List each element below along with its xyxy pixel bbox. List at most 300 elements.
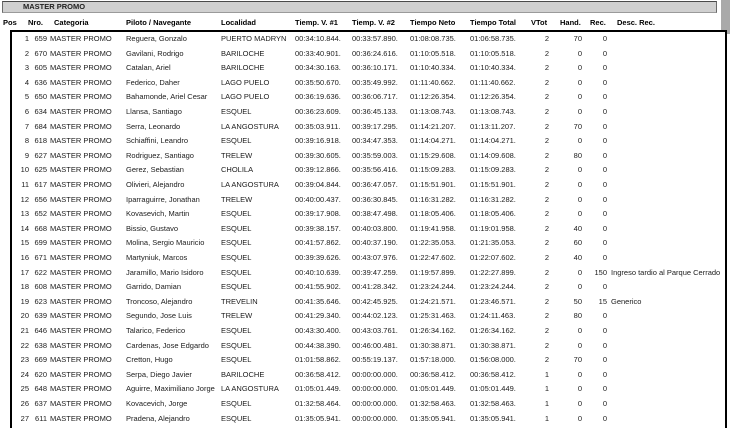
cell-localidad: LAGO PUELO [221, 92, 270, 102]
cell-v2: 00:00:00.000. [352, 399, 398, 408]
cell-categoria: MASTER PROMO [50, 180, 112, 189]
cell-nro: 650 [34, 92, 47, 102]
cell-rec: 0 [602, 311, 607, 321]
cell-vtot: 2 [544, 238, 549, 248]
cell-nro: 669 [34, 355, 47, 365]
cell-categoria: MASTER PROMO [50, 267, 112, 277]
cell-vtot: 2 [544, 180, 549, 189]
cell-neto: 01:35:05.941. [410, 413, 456, 423]
cell-vtot: 2 [544, 34, 549, 43]
table-row [0, 339, 730, 354]
cell-piloto: Aguirre, Maximiliano Jorge [126, 384, 215, 394]
cell-total: 01:14:09.608. [470, 150, 516, 160]
cell-pos: 23 [20, 355, 29, 365]
cell-vtot: 1 [544, 413, 549, 423]
cell-pos: 9 [24, 150, 29, 160]
table-row [0, 222, 730, 237]
cell-desc [611, 251, 727, 266]
cell-categoria: MASTER PROMO [50, 399, 112, 408]
cell-categoria: MASTER PROMO [50, 194, 112, 204]
cell-desc [611, 76, 727, 91]
cell-desc [611, 120, 727, 135]
cell-desc [611, 90, 727, 105]
cell-localidad: TREVELIN [221, 296, 258, 306]
cell-neto: 01:30:38.871. [410, 340, 456, 350]
cell-neto: 01:19:57.899. [410, 267, 456, 277]
cell-desc [611, 207, 727, 222]
cell-localidad: PUERTO MADRYN [221, 34, 287, 43]
cell-total: 01:23:24.244. [470, 282, 516, 292]
cell-categoria: MASTER PROMO [50, 121, 112, 131]
table-row [0, 207, 730, 222]
cell-neto: 01:22:35.053. [410, 238, 456, 248]
cell-piloto: Federico, Daher [126, 77, 180, 87]
cell-v2: 00:35:49.992. [352, 77, 398, 87]
cell-hand: 0 [577, 107, 582, 116]
cell-desc [611, 193, 727, 208]
cell-nro: 648 [34, 384, 47, 394]
cell-piloto: Segundo, Jose Luis [126, 311, 192, 321]
cell-total: 01:23:46.571. [470, 296, 516, 306]
cell-rec: 0 [602, 253, 607, 262]
cell-hand: 0 [577, 399, 582, 408]
cell-localidad: CHOLILA [221, 165, 254, 175]
cell-neto: 01:32:58.463. [410, 399, 456, 408]
cell-vtot: 2 [544, 63, 549, 73]
cell-v1: 00:39:38.157. [295, 223, 341, 233]
column-header-hand: Hand. [560, 18, 581, 27]
cell-hand: 50 [573, 296, 582, 306]
cell-desc: Generico [611, 296, 642, 306]
cell-rec: 0 [602, 209, 607, 219]
cell-v1: 01:01:58.862. [295, 355, 341, 365]
cell-rec: 0 [602, 340, 607, 350]
cell-v2: 00:36:47.057. [352, 180, 398, 189]
table-row [0, 309, 730, 324]
cell-vtot: 2 [544, 194, 549, 204]
cell-neto: 01:11:40.662. [410, 77, 456, 87]
cell-categoria: MASTER PROMO [50, 209, 112, 219]
cell-hand: 0 [577, 77, 582, 87]
cell-rec: 150 [594, 267, 607, 277]
cell-v2: 00:41:28.342. [352, 282, 398, 292]
cell-hand: 0 [577, 180, 582, 189]
cell-nro: 671 [34, 253, 47, 262]
cell-piloto: Rodriguez, Santiago [126, 150, 194, 160]
cell-total: 01:19:01.958. [470, 223, 516, 233]
cell-vtot: 2 [544, 282, 549, 292]
cell-neto: 01:14:21.207. [410, 121, 456, 131]
cell-desc [611, 397, 727, 412]
cell-desc [611, 61, 727, 76]
cell-desc [611, 339, 727, 354]
cell-v2: 00:34:47.353. [352, 136, 398, 146]
cell-nro: 634 [34, 107, 47, 116]
group-title: MASTER PROMO [23, 2, 86, 11]
table-row [0, 353, 730, 368]
cell-piloto: Troncoso, Alejandro [126, 296, 193, 306]
cell-localidad: LA ANGOSTURA [221, 384, 279, 394]
cell-v2: 00:55:19.137. [352, 355, 398, 365]
cell-nro: 668 [34, 223, 47, 233]
cell-nro: 617 [34, 180, 47, 189]
cell-rec: 0 [602, 107, 607, 116]
cell-localidad: TRELEW [221, 194, 253, 204]
cell-v2: 00:43:03.761. [352, 326, 398, 335]
cell-piloto: Talarico, Federico [126, 326, 186, 335]
cell-desc [611, 236, 727, 251]
cell-neto: 01:15:09.283. [410, 165, 456, 175]
cell-v2: 00:40:03.800. [352, 223, 398, 233]
cell-nro: 656 [34, 194, 47, 204]
cell-rec: 0 [602, 63, 607, 73]
cell-v1: 00:39:30.605. [295, 150, 341, 160]
cell-hand: 70 [573, 121, 582, 131]
table-row [0, 178, 730, 193]
cell-pos: 2 [24, 48, 29, 58]
table-row [0, 120, 730, 135]
cell-pos: 25 [20, 384, 29, 394]
table-row [0, 61, 730, 76]
cell-total: 01:10:40.334. [470, 63, 516, 73]
cell-vtot: 2 [544, 223, 549, 233]
cell-rec: 0 [602, 223, 607, 233]
cell-neto: 01:14:04.271. [410, 136, 456, 146]
cell-pos: 24 [20, 369, 29, 379]
cell-pos: 26 [20, 399, 29, 408]
cell-pos: 15 [20, 238, 29, 248]
cell-categoria: MASTER PROMO [50, 326, 112, 335]
cell-localidad: ESQUEL [221, 326, 252, 335]
cell-v2: 00:36:30.845. [352, 194, 398, 204]
cell-rec: 0 [602, 384, 607, 394]
cell-hand: 70 [573, 355, 582, 365]
table-row [0, 236, 730, 251]
cell-categoria: MASTER PROMO [50, 48, 112, 58]
cell-localidad: BARILOCHE [221, 48, 265, 58]
cell-categoria: MASTER PROMO [50, 165, 112, 175]
cell-categoria: MASTER PROMO [50, 355, 112, 365]
cell-vtot: 1 [544, 384, 549, 394]
cell-v2: 00:35:56.416. [352, 165, 398, 175]
cell-neto: 01:13:08.743. [410, 107, 456, 116]
table-row [0, 105, 730, 120]
cell-piloto: Reguera, Gonzalo [126, 34, 187, 43]
cell-pos: 14 [20, 223, 29, 233]
cell-total: 01:24:11.463. [470, 311, 516, 321]
cell-pos: 8 [24, 136, 29, 146]
cell-vtot: 2 [544, 267, 549, 277]
cell-rec: 0 [602, 92, 607, 102]
cell-desc [611, 163, 727, 178]
cell-v2: 00:36:06.717. [352, 92, 398, 102]
table-row [0, 382, 730, 397]
cell-v1: 00:34:30.163. [295, 63, 341, 73]
table-row [0, 90, 730, 105]
cell-v1: 00:35:50.670. [295, 77, 341, 87]
cell-categoria: MASTER PROMO [50, 311, 112, 321]
cell-rec: 0 [602, 150, 607, 160]
cell-desc [611, 222, 727, 237]
cell-total: 01:26:34.162. [470, 326, 516, 335]
cell-nro: 608 [34, 282, 47, 292]
column-header-rec: Rec. [590, 18, 606, 27]
cell-v1: 00:41:57.862. [295, 238, 341, 248]
cell-v1: 01:05:01.449. [295, 384, 341, 394]
cell-categoria: MASTER PROMO [50, 136, 112, 146]
table-row [0, 163, 730, 178]
cell-localidad: TRELEW [221, 311, 253, 321]
column-header-desc-rec: Desc. Rec. [617, 18, 655, 27]
cell-total: 01:22:27.899. [470, 267, 516, 277]
cell-nro: 638 [34, 340, 47, 350]
cell-categoria: MASTER PROMO [50, 384, 112, 394]
cell-hand: 0 [577, 165, 582, 175]
cell-localidad: ESQUEL [221, 209, 252, 219]
cell-pos: 5 [24, 92, 29, 102]
cell-pos: 6 [24, 107, 29, 116]
cell-v1: 00:39:17.908. [295, 209, 341, 219]
cell-piloto: Iparraguirre, Jonathan [126, 194, 200, 204]
cell-vtot: 1 [544, 369, 549, 379]
cell-rec: 0 [602, 355, 607, 365]
cell-v2: 00:39:47.259. [352, 267, 398, 277]
cell-nro: 618 [34, 136, 47, 146]
cell-v1: 00:34:10.844. [295, 34, 341, 43]
cell-hand: 40 [573, 253, 582, 262]
cell-vtot: 2 [544, 296, 549, 306]
cell-categoria: MASTER PROMO [50, 92, 112, 102]
cell-v2: 00:33:57.890. [352, 34, 398, 43]
cell-categoria: MASTER PROMO [50, 63, 112, 73]
cell-v1: 01:35:05.941. [295, 413, 341, 423]
cell-hand: 0 [577, 384, 582, 394]
cell-categoria: MASTER PROMO [50, 340, 112, 350]
cell-nro: 625 [34, 165, 47, 175]
cell-piloto: Serpa, Diego Javier [126, 369, 192, 379]
cell-piloto: Serra, Leonardo [126, 121, 181, 131]
cell-desc [611, 324, 727, 339]
cell-nro: 659 [34, 34, 47, 43]
cell-total: 01:56:08.000. [470, 355, 516, 365]
cell-desc [611, 134, 727, 149]
cell-desc [611, 149, 727, 164]
table-row [0, 397, 730, 412]
cell-total: 01:18:05.406. [470, 209, 516, 219]
cell-categoria: MASTER PROMO [50, 413, 112, 423]
cell-localidad: BARILOCHE [221, 63, 265, 73]
cell-nro: 699 [34, 238, 47, 248]
cell-rec: 0 [602, 180, 607, 189]
cell-pos: 18 [20, 282, 29, 292]
cell-localidad: LAGO PUELO [221, 77, 270, 87]
table-row [0, 412, 730, 427]
cell-categoria: MASTER PROMO [50, 34, 112, 43]
column-header-nro: Nro. [28, 18, 43, 27]
cell-pos: 7 [24, 121, 29, 131]
cell-pos: 19 [20, 296, 29, 306]
cell-neto: 01:26:34.162. [410, 326, 456, 335]
cell-rec: 0 [602, 121, 607, 131]
cell-desc [611, 368, 727, 383]
cell-nro: 637 [34, 399, 47, 408]
cell-v1: 01:32:58.464. [295, 399, 341, 408]
cell-nro: 620 [34, 369, 47, 379]
cell-hand: 40 [573, 223, 582, 233]
cell-v1: 00:39:39.626. [295, 253, 341, 262]
cell-rec: 0 [602, 34, 607, 43]
cell-piloto: Schiaffini, Leandro [126, 136, 188, 146]
cell-piloto: Kovacevich, Jorge [126, 399, 188, 408]
cell-hand: 0 [577, 326, 582, 335]
cell-categoria: MASTER PROMO [50, 253, 112, 262]
cell-hand: 0 [577, 209, 582, 219]
cell-desc [611, 105, 727, 120]
cell-nro: 639 [34, 311, 47, 321]
cell-desc [611, 412, 727, 427]
cell-localidad: ESQUEL [221, 238, 252, 248]
cell-localidad: TRELEW [221, 150, 253, 160]
cell-desc [611, 382, 727, 397]
cell-categoria: MASTER PROMO [50, 77, 112, 87]
cell-localidad: ESQUEL [221, 399, 252, 408]
cell-nro: 623 [34, 296, 47, 306]
cell-total: 01:21:35.053. [470, 238, 516, 248]
table-row [0, 324, 730, 339]
cell-rec: 0 [602, 413, 607, 423]
table-row [0, 295, 730, 310]
cell-localidad: ESQUEL [221, 355, 252, 365]
cell-localidad: ESQUEL [221, 223, 252, 233]
cell-localidad: ESQUEL [221, 107, 252, 116]
cell-localidad: BARILOCHE [221, 369, 265, 379]
cell-desc [611, 353, 727, 368]
cell-pos: 12 [20, 194, 29, 204]
cell-neto: 00:36:58.412. [410, 369, 456, 379]
cell-v1: 00:33:40.901. [295, 48, 341, 58]
cell-v1: 00:36:19.636. [295, 92, 341, 102]
cell-pos: 21 [20, 326, 29, 335]
cell-v2: 00:36:24.616. [352, 48, 398, 58]
table-row [0, 193, 730, 208]
cell-localidad: ESQUEL [221, 136, 252, 146]
cell-pos: 17 [20, 267, 29, 277]
cell-vtot: 1 [544, 399, 549, 408]
cell-nro: 646 [34, 326, 47, 335]
cell-v2: 00:36:45.133. [352, 107, 398, 116]
cell-rec: 0 [602, 369, 607, 379]
cell-desc [611, 47, 727, 62]
cell-neto: 01:10:05.518. [410, 48, 456, 58]
cell-neto: 01:15:51.901. [410, 180, 456, 189]
cell-hand: 0 [577, 48, 582, 58]
column-header-piloto: Piloto / Navegante [126, 18, 192, 27]
cell-nro: 670 [34, 48, 47, 58]
cell-rec: 0 [602, 77, 607, 87]
column-header-tiempo-v2: Tiemp. V. #2 [352, 18, 395, 27]
table-row [0, 47, 730, 62]
cell-localidad: ESQUEL [221, 413, 252, 423]
cell-nro: 636 [34, 77, 47, 87]
cell-neto: 01:18:05.406. [410, 209, 456, 219]
cell-nro: 652 [34, 209, 47, 219]
cell-vtot: 2 [544, 355, 549, 365]
cell-hand: 0 [577, 92, 582, 102]
cell-desc [611, 32, 727, 47]
cell-localidad: ESQUEL [221, 282, 252, 292]
cell-piloto: Gavilani, Rodrigo [126, 48, 184, 58]
cell-desc: Ingreso tardio al Parque Cerrado [611, 267, 721, 277]
cell-hand: 80 [573, 311, 582, 321]
cell-rec: 0 [602, 399, 607, 408]
cell-v2: 00:00:00.000. [352, 413, 398, 423]
cell-hand: 0 [577, 267, 582, 277]
cell-vtot: 2 [544, 165, 549, 175]
cell-total: 01:32:58.463. [470, 399, 516, 408]
cell-total: 00:36:58.412. [470, 369, 516, 379]
cell-categoria: MASTER PROMO [50, 296, 112, 306]
cell-hand: 0 [577, 282, 582, 292]
cell-neto: 01:19:41.958. [410, 223, 456, 233]
cell-neto: 01:10:40.334. [410, 63, 456, 73]
cell-vtot: 2 [544, 326, 549, 335]
cell-neto: 01:22:47.602. [410, 253, 456, 262]
cell-piloto: Cretton, Hugo [126, 355, 173, 365]
cell-rec: 0 [602, 194, 607, 204]
cell-total: 01:22:07.602. [470, 253, 516, 262]
cell-v2: 00:36:10.171. [352, 63, 398, 73]
column-header-pos: Pos [3, 18, 17, 27]
cell-v2: 00:38:47.498. [352, 209, 398, 219]
cell-piloto: Jaramillo, Mario Isidoro [126, 267, 204, 277]
cell-categoria: MASTER PROMO [50, 282, 112, 292]
cell-neto: 01:08:08.735. [410, 34, 456, 43]
cell-hand: 0 [577, 136, 582, 146]
cell-total: 01:16:31.282. [470, 194, 516, 204]
cell-vtot: 2 [544, 121, 549, 131]
cell-v1: 00:40:10.639. [295, 267, 341, 277]
cell-nro: 605 [34, 63, 47, 73]
cell-piloto: Gerez, Sebastian [126, 165, 184, 175]
cell-total: 01:13:11.207. [470, 121, 516, 131]
cell-pos: 16 [20, 253, 29, 262]
cell-piloto: Bissio, Gustavo [126, 223, 179, 233]
cell-vtot: 2 [544, 77, 549, 87]
cell-v2: 00:00:00.000. [352, 384, 398, 394]
cell-v1: 00:40:00.437. [295, 194, 341, 204]
cell-total: 01:10:05.518. [470, 48, 516, 58]
cell-v2: 00:46:00.481. [352, 340, 398, 350]
cell-piloto: Kovasevich, Martin [126, 209, 190, 219]
cell-v1: 00:36:23.609. [295, 107, 341, 116]
cell-v2: 00:39:17.295. [352, 121, 398, 131]
cell-rec: 0 [602, 326, 607, 335]
cell-pos: 3 [24, 63, 29, 73]
cell-nro: 611 [35, 413, 47, 423]
cell-nro: 622 [34, 267, 47, 277]
cell-v2: 00:00:00.000. [352, 369, 398, 379]
cell-piloto: Pradena, Alejandro [126, 413, 190, 423]
cell-v1: 00:41:55.902. [295, 282, 341, 292]
cell-categoria: MASTER PROMO [50, 150, 112, 160]
cell-rec: 0 [602, 165, 607, 175]
cell-rec: 0 [602, 48, 607, 58]
cell-categoria: MASTER PROMO [50, 369, 112, 379]
cell-v1: 00:36:58.412. [295, 369, 341, 379]
cell-total: 01:35:05.941. [470, 413, 516, 423]
cell-v1: 00:39:12.866. [295, 165, 341, 175]
cell-neto: 01:12:26.354. [410, 92, 456, 102]
